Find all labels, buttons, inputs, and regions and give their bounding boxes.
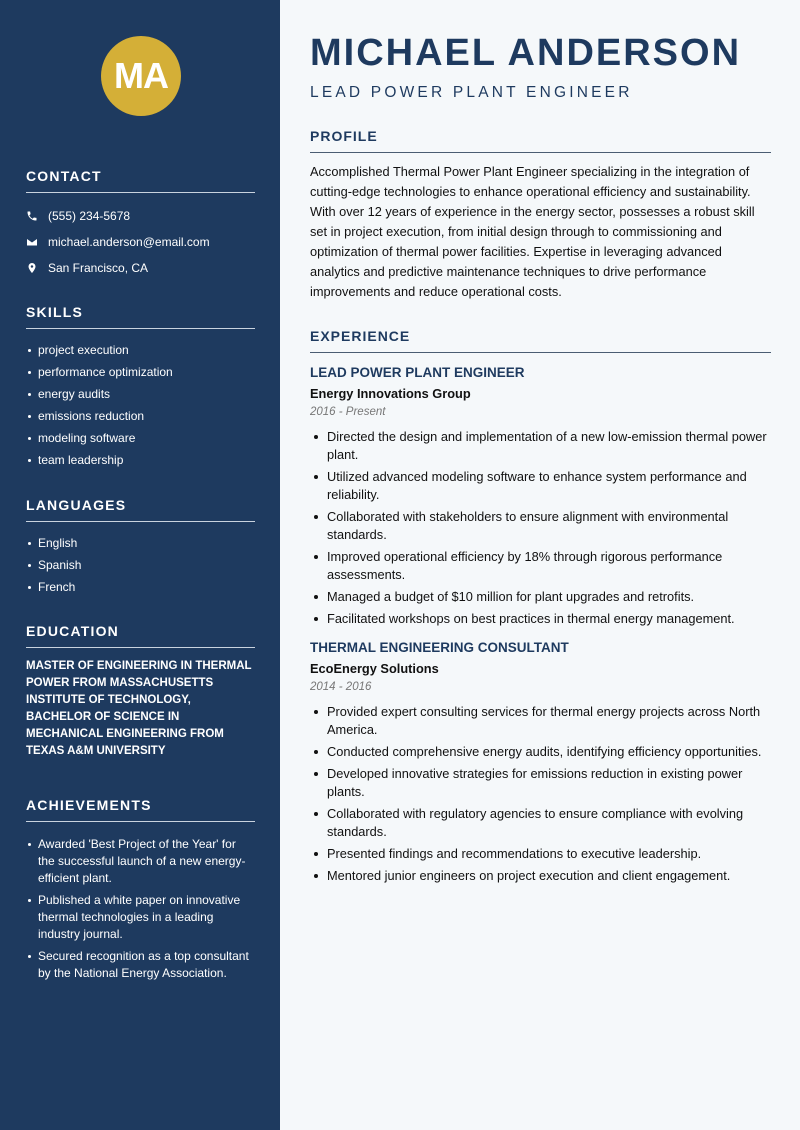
languages-heading: LANGUAGES — [26, 497, 255, 522]
job-entry — [310, 640, 771, 885]
skill-item: modeling software — [26, 427, 255, 449]
job-bullet: Conducted comprehensive energy audits, identifying efficiency opportunities. — [310, 743, 771, 761]
skill-item: project execution — [26, 339, 255, 361]
education-section — [26, 623, 255, 760]
achievement-item: Published a white paper on innovative thermal technologies in a leading industry journal. — [26, 892, 255, 943]
achievement-item: Secured recognition as a top consultant by the National Energy Association. — [26, 948, 255, 982]
contact-location: San Francisco, CA — [26, 255, 255, 281]
job-title: LEAD POWER PLANT ENGINEER — [310, 365, 525, 380]
job-bullet: Facilitated workshops on best practices in thermal energy management. — [310, 610, 771, 628]
skill-item: performance optimization — [26, 361, 255, 383]
skill-item: emissions reduction — [26, 405, 255, 427]
profile-heading: PROFILE — [310, 128, 771, 153]
contact-section — [26, 168, 255, 281]
job-bullet: Collaborated with regulatory agencies to ensure compliance with evolving standards. — [310, 805, 771, 841]
experience-section — [310, 328, 771, 889]
languages-section — [26, 497, 255, 598]
profile-section — [310, 128, 771, 302]
achievements-section — [26, 797, 255, 987]
job-company: EcoEnergy Solutions — [310, 661, 439, 676]
language-item: Spanish — [26, 554, 255, 576]
skills-heading: SKILLS — [26, 304, 255, 329]
avatar: MA — [101, 36, 181, 116]
job-company: Energy Innovations Group — [310, 386, 471, 401]
job-entry — [310, 365, 771, 628]
job-title: THERMAL ENGINEERING CONSULTANT — [310, 640, 569, 655]
job-dates: 2016 - Present — [310, 406, 386, 418]
language-item: English — [26, 532, 255, 554]
job-bullet: Collaborated with stakeholders to ensure alignment with environmental standards. — [310, 508, 771, 544]
candidate-title: LEAD POWER PLANT ENGINEER — [310, 84, 633, 101]
skills-section — [26, 304, 255, 471]
language-item: French — [26, 576, 255, 598]
skill-item: team leadership — [26, 449, 255, 471]
job-dates: 2014 - 2016 — [310, 681, 372, 693]
location-pin-icon — [26, 262, 38, 274]
contact-heading: CONTACT — [26, 168, 255, 193]
job-bullet: Provided expert consulting services for thermal energy projects across North America. — [310, 703, 771, 739]
sidebar — [0, 0, 280, 1130]
candidate-name: MICHAEL ANDERSON — [310, 32, 742, 74]
education-heading: EDUCATION — [26, 623, 255, 648]
job-bullet: Utilized advanced modeling software to enhance system performance and reliability. — [310, 468, 771, 504]
phone-icon — [26, 210, 38, 222]
job-bullet: Improved operational efficiency by 18% through rigorous performance assessments. — [310, 548, 771, 584]
education-text: MASTER OF ENGINEERING IN THERMAL POWER FROM MASSACHUSETTS INSTITUTE OF TECHNOLOGY, BACHELOR OF SCIENCE IN MECHANICAL ENGINEERING FROM TEXAS A&M UNIVERSITY — [26, 660, 252, 757]
email-icon — [26, 236, 38, 248]
skill-item: energy audits — [26, 383, 255, 405]
experience-heading: EXPERIENCE — [310, 328, 771, 353]
job-bullet: Managed a budget of $10 million for plant upgrades and retrofits. — [310, 588, 771, 606]
achievement-item: Awarded 'Best Project of the Year' for the successful launch of a new energy-efficient plant. — [26, 836, 255, 887]
profile-text: Accomplished Thermal Power Plant Engineer specializing in the integration of cutting-edge technologies to enhance operational efficiency and sustainability. With over 12 years of experience in the energy sector, possesses a robust skill set in project execution, from initial design through to commissioning and optimization of thermal power facilities. Expertise in leveraging advanced analytics and predictive maintenance techniques to drive performance improvements and reduce operational costs. — [310, 164, 755, 299]
contact-phone: (555) 234-5678 — [26, 203, 255, 229]
contact-email: michael.anderson@email.com — [26, 229, 255, 255]
job-bullet: Mentored junior engineers on project execution and client engagement. — [310, 867, 771, 885]
job-bullet: Directed the design and implementation of a new low-emission thermal power plant. — [310, 428, 771, 464]
achievements-heading: ACHIEVEMENTS — [26, 797, 255, 822]
job-bullet: Developed innovative strategies for emissions reduction in existing power plants. — [310, 765, 771, 801]
job-bullet: Presented findings and recommendations to executive leadership. — [310, 845, 771, 863]
